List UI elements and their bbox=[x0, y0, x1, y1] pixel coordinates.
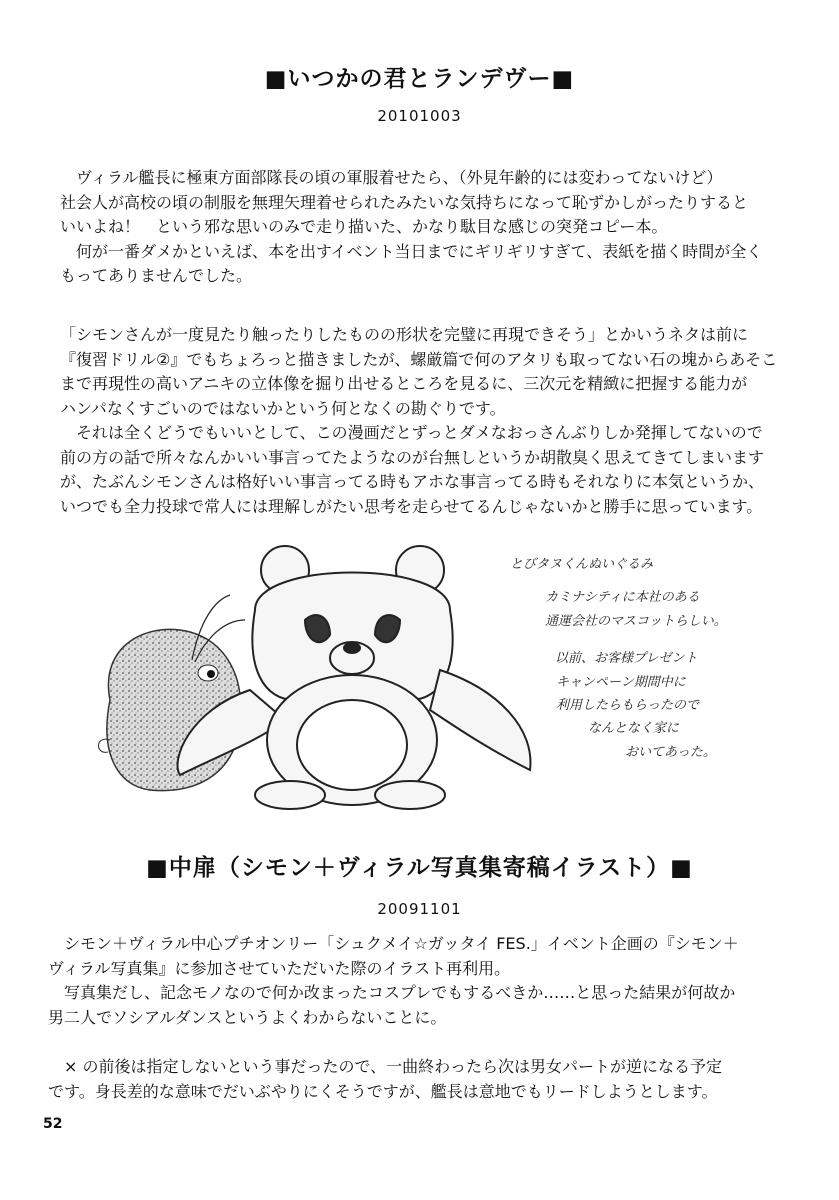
text-line: もってありませんでした。 bbox=[60, 266, 253, 285]
handwritten-note-line: 以前、お客様プレゼント bbox=[555, 651, 698, 666]
text-line: 社会人が高校の頃の制服を無理矢理着せられたみたいな気持ちになって恥ずかしがったりすると bbox=[60, 192, 749, 212]
section-title: ■中扉（シモン＋ヴィラル写真集寄稿イラスト）■ bbox=[146, 855, 693, 881]
section2-paragraph2 bbox=[48, 1055, 798, 1104]
section-date: 20091101 bbox=[377, 900, 462, 918]
text-line: それは全くどうでもいいとして、この漫画だとずっとダメなおっさんぶりしか発揮してないので bbox=[60, 423, 763, 442]
page-number: 52 bbox=[43, 1116, 63, 1132]
text-line: いいよね！ という邪な思いのみで走り描いた、かなり駄目な感じの突発コピー本。 bbox=[60, 217, 668, 236]
handwritten-note-line: おいてあった。 bbox=[625, 745, 716, 760]
handwritten-note-line: キャンペーン期間中に bbox=[556, 675, 686, 690]
handwritten-note-title: とびタヌくんぬいぐるみ bbox=[510, 557, 654, 572]
text-line: 写真集だし、記念モノなので何か改まったコスプレでもするべきか……と思った結果が何故か bbox=[48, 983, 736, 1002]
text-line: ハンパなくすごいのではないかという何となくの勘ぐりです。 bbox=[60, 398, 506, 418]
section2-paragraph1 bbox=[48, 932, 798, 1030]
section1-paragraph1 bbox=[60, 166, 810, 289]
text-line: シモン＋ヴィラル中心プチオンリー「シュクメイ☆ガッタイ FES.」イベント企画の『シモン＋ bbox=[48, 934, 739, 953]
text-line: です。身長差的な意味でだいぶやりにくそうですが、艦長は意地でもリードしようとします。 bbox=[48, 1081, 718, 1101]
text-line: ヴィラル写真集』に参加させていただいた際のイラスト再利用。 bbox=[48, 958, 511, 978]
handwritten-note-line: なんとなく家に bbox=[588, 721, 680, 736]
fuzzy-creature bbox=[98, 595, 245, 791]
text-line: いつでも全力投球で常人には理解しがたい思考を走らせてるんじゃないかと勝手に思っています。 bbox=[60, 496, 763, 516]
section1-paragraph2 bbox=[60, 323, 810, 519]
text-line: が、たぶんシモンさんは格好いい事言ってる時もアホな事言ってる時もそれなりに本気というか、 bbox=[60, 472, 765, 491]
text-line: ヴィラル艦長に極東方面部隊長の頃の軍服着せたら、（外見年齢的には変わってないけど） bbox=[60, 168, 723, 187]
plush-illustration bbox=[80, 540, 600, 810]
text-line: 『復習ドリル②』でもちょろっと描きましたが、螺厳篇で何のアタリも取ってない石の塊からあそこ bbox=[60, 349, 778, 369]
text-line: × の前後は指定しないという事だったので、一曲終わったら次は男女パートが逆になる予定 bbox=[48, 1057, 723, 1076]
section-date: 20101003 bbox=[377, 107, 462, 125]
section-title: ■いつかの君とランデヴー■ bbox=[264, 66, 575, 92]
handwritten-note-line: カミナシティに本社のある bbox=[545, 590, 700, 605]
handwritten-note-line: 通運会社のマスコットらしい。 bbox=[545, 614, 727, 629]
text-line: 男二人でソシアルダンスというよくわからないことに。 bbox=[48, 1007, 447, 1027]
text-line: まで再現性の高いアニキの立体像を掘り出せるところを見るに、三次元を精緻に把握する能力が bbox=[60, 374, 748, 393]
text-line: 「シモンさんが一度見たり触ったりしたものの形状を完璧に再現できそう」とかいうネタは前に bbox=[60, 325, 749, 344]
handwritten-note-line: 利用したらもらったので bbox=[556, 698, 700, 713]
text-line: 前の方の話で所々なんかいい事言ってたようなのが台無しというか胡散臭く思えてきてしまいます bbox=[60, 447, 765, 467]
text-line: 何が一番ダメかといえば、本を出すイベント当日までにギリギリすぎて、表紙を描く時間が全く bbox=[60, 241, 763, 261]
